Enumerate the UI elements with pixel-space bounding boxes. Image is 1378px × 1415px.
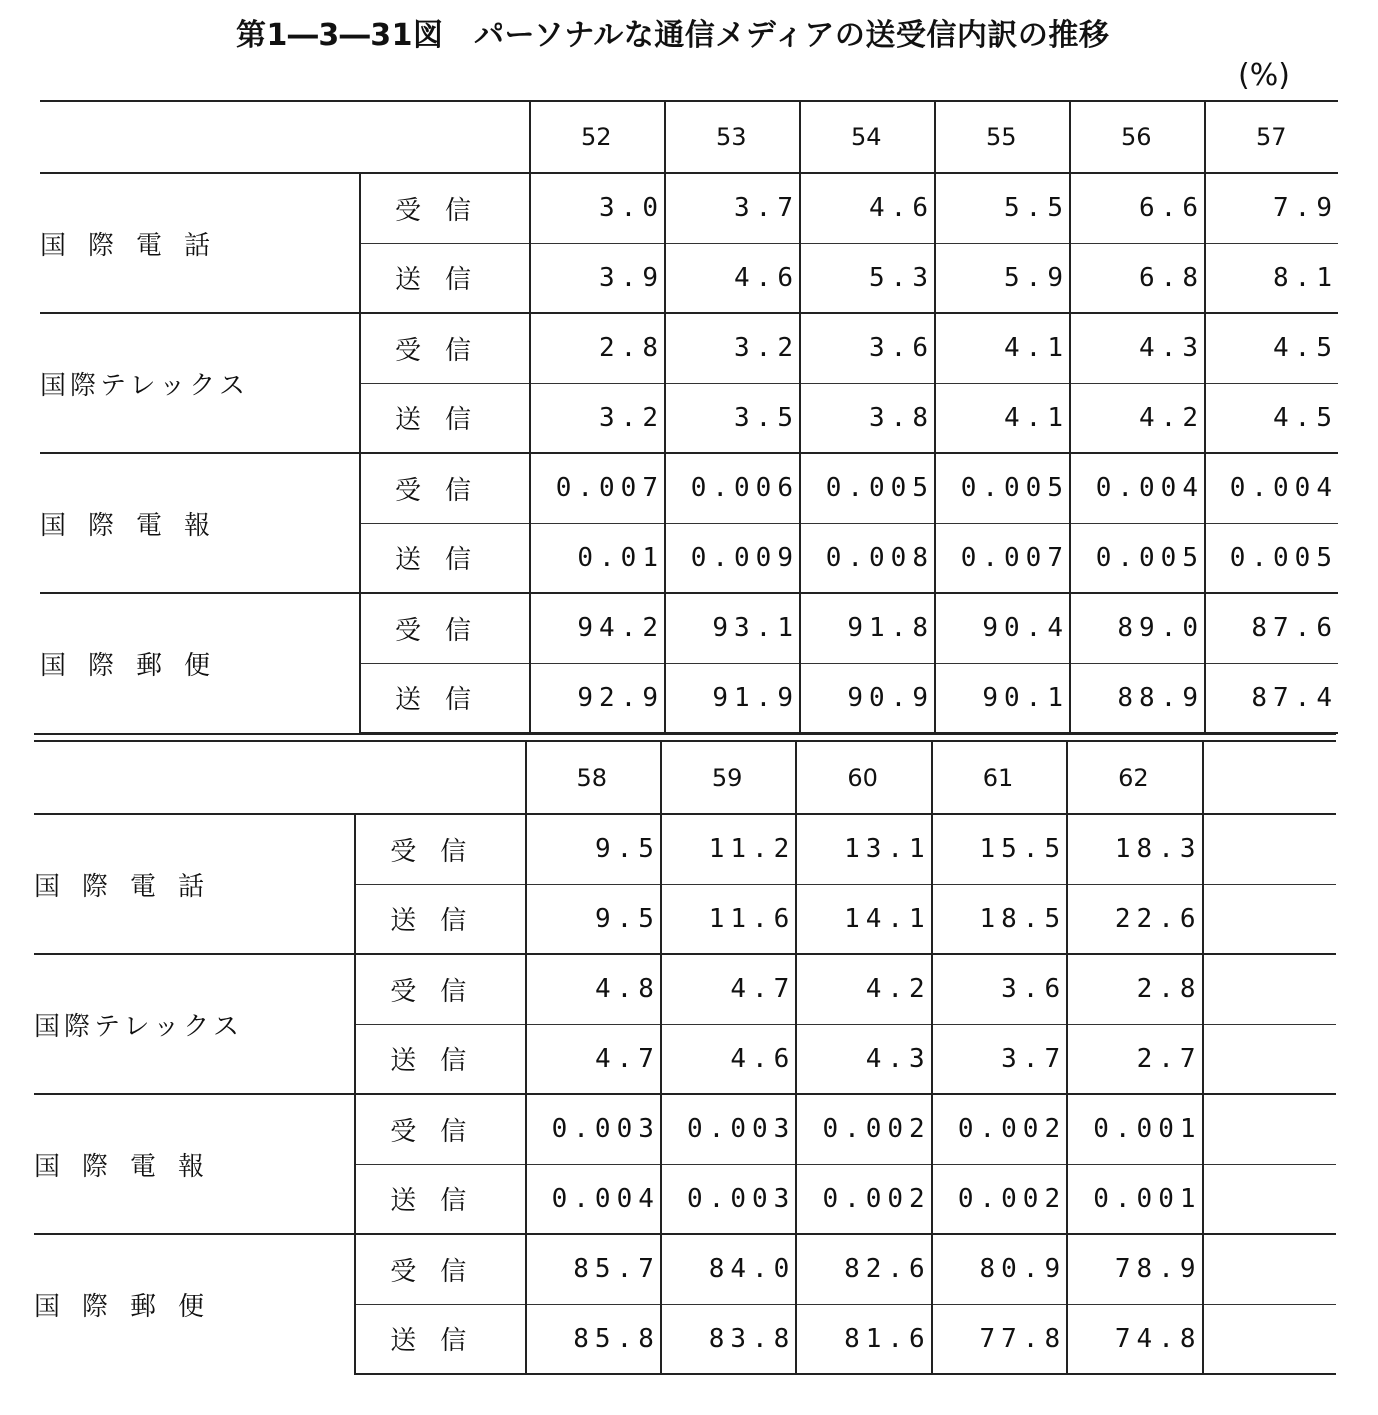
value-cell: 4.1: [935, 383, 1070, 453]
value-cell: 6.6: [1070, 173, 1205, 243]
value-cell: 4.6: [661, 1024, 796, 1094]
value-cell: 4.7: [661, 954, 796, 1024]
value-cell: 94.2: [530, 593, 665, 663]
value-cell: 87.4: [1205, 663, 1338, 733]
media-label: 国際電報: [34, 1094, 355, 1234]
value-cell: 4.7: [526, 1024, 661, 1094]
value-cell: 78.9: [1067, 1234, 1202, 1304]
value-cell: [1203, 1304, 1336, 1374]
value-cell: [1203, 1024, 1336, 1094]
value-cell: 88.9: [1070, 663, 1205, 733]
media-label: 国際テレックス: [40, 313, 360, 453]
value-cell: 3.8: [800, 383, 935, 453]
direction-label: 送信: [360, 663, 530, 733]
value-cell: 22.6: [1067, 884, 1202, 954]
direction-label: 受信: [360, 173, 530, 243]
value-cell: 3.6: [800, 313, 935, 383]
value-cell: 4.8: [526, 954, 661, 1024]
value-cell: 9.5: [526, 814, 661, 884]
value-cell: [1203, 814, 1336, 884]
value-cell: 15.5: [932, 814, 1067, 884]
value-cell: 0.001: [1067, 1164, 1202, 1234]
header-blank-cell: [34, 742, 526, 814]
value-cell: 85.8: [526, 1304, 661, 1374]
media-label: 国際電報: [40, 453, 360, 593]
value-cell: 2.8: [530, 313, 665, 383]
value-cell: 0.003: [661, 1164, 796, 1234]
direction-label: 受信: [355, 1234, 526, 1304]
year-header-row: [34, 742, 1336, 814]
direction-label: 受信: [360, 453, 530, 523]
value-cell: 84.0: [661, 1234, 796, 1304]
value-cell: 0.002: [932, 1094, 1067, 1164]
table-row: [34, 814, 1336, 884]
value-cell: [1203, 954, 1336, 1024]
value-cell: 0.005: [935, 453, 1070, 523]
year-header: [1203, 742, 1336, 814]
year-header: 60: [796, 742, 931, 814]
value-cell: 3.0: [530, 173, 665, 243]
table-row: [34, 1234, 1336, 1304]
value-cell: 87.6: [1205, 593, 1338, 663]
value-cell: 4.6: [665, 243, 800, 313]
value-cell: 4.2: [1070, 383, 1205, 453]
value-cell: 4.2: [796, 954, 931, 1024]
value-cell: 0.005: [1205, 523, 1338, 593]
value-cell: 83.8: [661, 1304, 796, 1374]
table-row: [40, 453, 1338, 523]
value-cell: 92.9: [530, 663, 665, 733]
table-row: [34, 954, 1336, 1024]
media-label: 国際テレックス: [34, 954, 355, 1094]
value-cell: [1203, 884, 1336, 954]
value-cell: 2.7: [1067, 1024, 1202, 1094]
value-cell: 13.1: [796, 814, 931, 884]
direction-label: 受信: [360, 313, 530, 383]
value-cell: 0.004: [1070, 453, 1205, 523]
value-cell: [1203, 1234, 1336, 1304]
value-cell: 82.6: [796, 1234, 931, 1304]
value-cell: 0.002: [796, 1094, 931, 1164]
value-cell: 89.0: [1070, 593, 1205, 663]
year-header: 52: [530, 101, 665, 173]
value-cell: 3.5: [665, 383, 800, 453]
direction-label: 送信: [360, 383, 530, 453]
value-cell: 14.1: [796, 884, 931, 954]
value-cell: 0.005: [1070, 523, 1205, 593]
year-header: 58: [526, 742, 661, 814]
value-cell: [1203, 1164, 1336, 1234]
value-cell: 0.009: [665, 523, 800, 593]
value-cell: 77.8: [932, 1304, 1067, 1374]
value-cell: 90.1: [935, 663, 1070, 733]
value-cell: 11.6: [661, 884, 796, 954]
table-row: [34, 1094, 1336, 1164]
value-cell: 0.001: [1067, 1094, 1202, 1164]
value-cell: 93.1: [665, 593, 800, 663]
value-cell: 7.9: [1205, 173, 1338, 243]
value-cell: 0.002: [932, 1164, 1067, 1234]
table-separator-rule: [34, 733, 1336, 735]
direction-label: 受信: [355, 1094, 526, 1164]
direction-label: 受信: [355, 954, 526, 1024]
year-header: 57: [1205, 101, 1338, 173]
value-cell: 3.2: [530, 383, 665, 453]
value-cell: 0.007: [935, 523, 1070, 593]
value-cell: 0.003: [526, 1094, 661, 1164]
value-cell: 91.8: [800, 593, 935, 663]
value-cell: 0.004: [526, 1164, 661, 1234]
value-cell: 4.3: [1070, 313, 1205, 383]
year-header: 59: [661, 742, 796, 814]
value-cell: 5.3: [800, 243, 935, 313]
media-label: 国際郵便: [40, 593, 360, 733]
table-row: [40, 593, 1338, 663]
value-cell: 5.9: [935, 243, 1070, 313]
table-row: [40, 313, 1338, 383]
value-cell: 4.6: [800, 173, 935, 243]
value-cell: 9.5: [526, 884, 661, 954]
value-cell: 0.008: [800, 523, 935, 593]
year-header: 54: [800, 101, 935, 173]
value-cell: 3.6: [932, 954, 1067, 1024]
value-cell: 74.8: [1067, 1304, 1202, 1374]
value-cell: 2.8: [1067, 954, 1202, 1024]
data-table-1958-1962: [34, 742, 1336, 1375]
year-header: 62: [1067, 742, 1202, 814]
value-cell: 85.7: [526, 1234, 661, 1304]
value-cell: 5.5: [935, 173, 1070, 243]
value-cell: 90.4: [935, 593, 1070, 663]
value-cell: 0.002: [796, 1164, 931, 1234]
media-label: 国際電話: [40, 173, 360, 313]
value-cell: 18.5: [932, 884, 1067, 954]
value-cell: 3.9: [530, 243, 665, 313]
unit-label: (%): [1238, 58, 1290, 93]
direction-label: 送信: [355, 1304, 526, 1374]
value-cell: 18.3: [1067, 814, 1202, 884]
value-cell: 8.1: [1205, 243, 1338, 313]
value-cell: 0.004: [1205, 453, 1338, 523]
year-header: 55: [935, 101, 1070, 173]
year-header-row: [40, 101, 1338, 173]
value-cell: 4.5: [1205, 313, 1338, 383]
value-cell: 3.7: [665, 173, 800, 243]
value-cell: 0.005: [800, 453, 935, 523]
value-cell: 3.7: [932, 1024, 1067, 1094]
value-cell: 4.1: [935, 313, 1070, 383]
direction-label: 受信: [360, 593, 530, 663]
year-header: 53: [665, 101, 800, 173]
direction-label: 受信: [355, 814, 526, 884]
value-cell: 0.003: [661, 1094, 796, 1164]
media-label: 国際電話: [34, 814, 355, 954]
value-cell: 11.2: [661, 814, 796, 884]
direction-label: 送信: [355, 1024, 526, 1094]
value-cell: 3.2: [665, 313, 800, 383]
value-cell: 0.007: [530, 453, 665, 523]
value-cell: 0.01: [530, 523, 665, 593]
year-header: 56: [1070, 101, 1205, 173]
value-cell: 4.3: [796, 1024, 931, 1094]
value-cell: 80.9: [932, 1234, 1067, 1304]
value-cell: 91.9: [665, 663, 800, 733]
table-row: [40, 173, 1338, 243]
direction-label: 送信: [355, 1164, 526, 1234]
value-cell: 81.6: [796, 1304, 931, 1374]
value-cell: 4.5: [1205, 383, 1338, 453]
direction-label: 送信: [360, 243, 530, 313]
year-header: 61: [932, 742, 1067, 814]
direction-label: 送信: [360, 523, 530, 593]
figure-title: 第1―3―31図 パーソナルな通信メディアの送受信内訳の推移: [236, 18, 1110, 53]
value-cell: [1203, 1094, 1336, 1164]
value-cell: 6.8: [1070, 243, 1205, 313]
data-table-1952-1957: [40, 100, 1338, 734]
value-cell: 0.006: [665, 453, 800, 523]
header-blank-cell: [40, 101, 530, 173]
value-cell: 90.9: [800, 663, 935, 733]
media-label: 国際郵便: [34, 1234, 355, 1374]
direction-label: 送信: [355, 884, 526, 954]
